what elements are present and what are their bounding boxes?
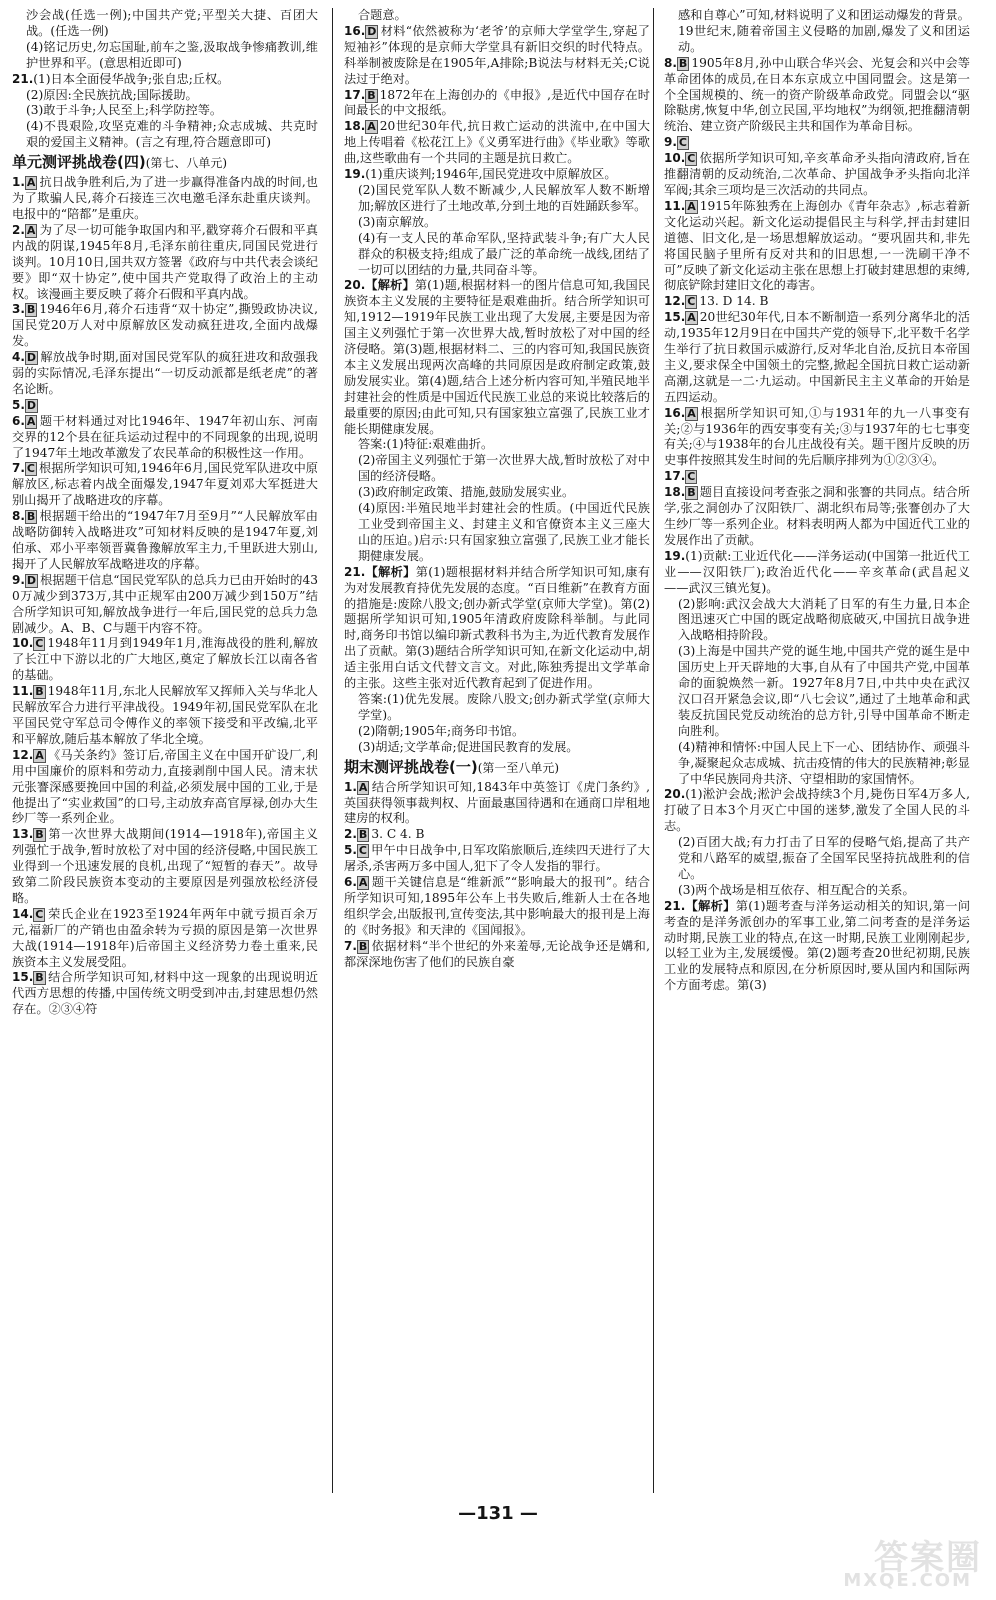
item-text: 答案:(1)特征:艰难曲折。 bbox=[358, 437, 494, 452]
answer-choice: B bbox=[35, 828, 44, 842]
question-number: 8. bbox=[12, 509, 25, 524]
section-range: (第一至八单元) bbox=[477, 760, 560, 775]
question-number: 15. bbox=[664, 310, 686, 325]
answer-paragraph bbox=[12, 8, 318, 40]
question-number: 3. bbox=[12, 302, 25, 317]
section-heading bbox=[12, 153, 318, 173]
question-item bbox=[664, 294, 970, 310]
item-text: (3)敢于斗争;人民至上;科学防控等。 bbox=[26, 103, 223, 118]
item-text: 1946年6月,蒋介石违背“双十协定”,撕毁政协决议,国民党20万人对中原解放区发动疯狂进攻,全面内战爆发。 bbox=[12, 302, 318, 349]
item-text: 第(1)题,根据材料一的图片信息可知,我国民族资本主义发展的主要特征是艰难曲折。结合所学知识可知,1912—1919年民族工业出现了大发展,主要是因为帝国主义列强忙于第一次世界大战,暂时放松了对中国的经济侵略。第(3)题,根据材料二、三的内容可知,我国民族资本主义发展出现两次高峰的共同原因是政府制定政策,鼓励发展实业。第(4)题,结合上述分析内容可知,半殖民地半封建社会的性质是中国近代民族工业总的来说比较落后的最重要的原因;由此可知,只有国家独立富强了,民族工业才能长期健康发展。 bbox=[344, 278, 651, 436]
answer-paragraph bbox=[664, 597, 970, 645]
answer-choice: D bbox=[26, 351, 37, 365]
item-text: 材料“依然被称为‘老爷’的京师大学堂学生,穿起了短袖衫”体现的是京师大学堂具有新旧交织的时代特点。科举制被废除是在1905年,A排除;B说法与材料无关;C说法过于绝对。 bbox=[344, 23, 650, 86]
answer-paragraph bbox=[344, 740, 650, 756]
question-number: 12. bbox=[12, 747, 34, 762]
item-text: 根据题干给出的“1947年7月至9月”“人民解放军由战略防御转入战略进攻”可知材料反映的是1947年夏,刘伯承、邓小平率领晋冀鲁豫解放军主力,千里跃进大别山,揭开了人民解放军战略进攻的序幕。 bbox=[12, 509, 318, 571]
answer-choice: A bbox=[26, 223, 36, 237]
answer-paragraph bbox=[344, 485, 650, 501]
question-number: 9. bbox=[664, 135, 677, 150]
answer-choice: B bbox=[26, 303, 36, 317]
question-number: 8. bbox=[664, 55, 677, 70]
question-number: 14. bbox=[12, 906, 34, 921]
item-text: (3)两个战场是相互依存、相互配合的关系。 bbox=[678, 882, 915, 897]
question-number: 7. bbox=[344, 938, 357, 953]
question-number: 7. bbox=[12, 461, 25, 476]
question-number: 10. bbox=[12, 636, 34, 651]
question-number: 6. bbox=[12, 413, 25, 428]
question-item bbox=[664, 485, 970, 549]
watermark-logo bbox=[822, 1530, 982, 1594]
analysis-tag: 【解析】 bbox=[365, 564, 416, 579]
item-text: 甲午中日战争中,日军攻陷旅顺后,连续四天进行了大屠杀,杀害两万多中国人,犯下了令人发指的罪行。 bbox=[344, 843, 650, 874]
question-item bbox=[664, 135, 970, 151]
question-item bbox=[12, 414, 318, 462]
question-number: 1. bbox=[344, 779, 357, 794]
item-text: 结合所学知识可知,1843年中英签订《虎门条约》,英国获得领事裁判权、片面最惠国待遇和在通商口岸租地建房的权利。 bbox=[344, 779, 650, 826]
answer-paragraph bbox=[664, 740, 970, 788]
answer-choice: C bbox=[687, 152, 696, 166]
answer-paragraph bbox=[664, 883, 970, 899]
question-number: 12. bbox=[664, 294, 686, 309]
answer-choice: D bbox=[367, 24, 377, 38]
item-text: (1)贡献:工业近代化——洋务运动(中国第一批近代工业——汉阳铁厂);政治近代化——辛亥革命(武昌起义——武汉三镇光复)。 bbox=[664, 548, 970, 595]
item-text: 《马关条约》签订后,帝国主义在中国开矿设厂,利用中国廉价的原料和劳动力,直接剥削中国人民。清末状元张謇深感要挽回中国的利益,必须发展中国的工业,于是他提出了“实业救国”的口号,主动放弃高官厚禄,创办大生纱厂等一系列企业。 bbox=[12, 747, 318, 826]
item-text: 第(1)题根据材料并结合所学知识可知,康有为对发展教育持优先发展的态度。“百日维新”在教育方面的措施是:废除八股文;创办新式学堂(京师大学堂)。第(2)题据所学知识可知,1905年清政府废除科举制。与此同时,商务印书馆以编印新式教科书为主,为近代教育发展作出了贡献。第(3)题结合所学知识可知,在新文化运动中,胡适主张用白话文代替文言文。对此,陈独秀提出文学革命的主张。这些主张对近代教育起到了促进作用。 bbox=[344, 564, 651, 691]
column-divider bbox=[332, 8, 333, 1493]
item-text: 1915年陈独秀在上海创办《青年杂志》,标志着新文化运动兴起。新文化运动提倡民主与科学,抨击封建旧道德、旧文化,是一场思想解放运动。“要巩固共和,非先将国民脑子里所有反对共和的旧思想,一一洗刷干净不可”反映了新文化运动主张在思想上打破封建思想的束缚,彻底铲除封建旧文化的毒害。 bbox=[664, 198, 970, 293]
question-number: 11. bbox=[12, 684, 34, 699]
item-text: (2)国民党军队人数不断减少,人民解放军人数不断增加;解放区进行了土地改革,分到土地的百姓踊跃参军。 bbox=[358, 182, 650, 213]
item-text: (4)精神和情怀:中国人民上下一心、团结协作、顽强斗争,凝聚起众志成城、抗击疫情的伟大的民族精神;彰显了中华民族同舟共济、守望相助的家国情怀。 bbox=[678, 739, 970, 786]
answer-choice: B bbox=[35, 685, 44, 699]
answer-paragraph bbox=[344, 215, 650, 231]
question-number: 2. bbox=[12, 222, 25, 237]
section-heading bbox=[344, 758, 650, 778]
question-number: 1. bbox=[12, 175, 25, 190]
question-item bbox=[344, 565, 650, 692]
column-left bbox=[12, 8, 318, 1018]
question-item bbox=[664, 151, 970, 199]
answer-paragraph bbox=[664, 8, 970, 56]
answer-paragraph bbox=[12, 88, 318, 104]
item-text: 1948年11月,东北人民解放军又挥师入关与华北人民解放军合力进行平津战役。1949年初,国民党军队在北平国民党守军总司令傅作义的率领下接受和平改编,北平和平解放,随后基本解放了华北全境。 bbox=[12, 684, 318, 746]
item-text: 根据所学知识可知,1946年6月,国民党军队进攻中原解放区,标志着内战全面爆发,1947年夏刘邓大军挺进大别山揭开了战略进攻的序幕。 bbox=[12, 461, 318, 508]
answer-paragraph bbox=[344, 453, 650, 485]
answer-choice: C bbox=[358, 844, 367, 858]
item-text: (2)百团大战;有力打击了日军的侵略气焰,提高了共产党和八路军的威望,振奋了全国军民坚持抗战胜利的信心。 bbox=[678, 835, 970, 881]
answer-choice: C bbox=[678, 136, 687, 150]
item-text: 题干材料通过对比1946年、1947年初山东、河南交界的12个县在征兵运动过程中的不同现象的出现,说明了1947年土地改革激发了农民革命的积极性这一作用。 bbox=[12, 413, 318, 460]
answer-paragraph bbox=[344, 501, 650, 565]
watermark-main: 答案圈 bbox=[874, 1538, 982, 1578]
item-text: 20世纪30年代,日本不断制造一系列分离华北的活动,1935年12月9日在中国共产党的领导下,北平数千名学生举行了抗日救国示威游行,反对华北自治,反抗日本帝国主义,要求保全中国领土的完整,掀起全国抗日救亡运动新高潮,这就是一二·九运动。中国新民主主义革命的开始是五四运动。 bbox=[664, 310, 970, 404]
question-item bbox=[344, 827, 650, 843]
item-text: 根据所学知识可知,①与1931年的九一八事变有关;②与1936年的西安事变有关;③与1937年的七七事变有关;④与1938年的台儿庄战役有关。题干图片反映的历史事件按照其发生时间的先后顺序排列为①②③④。 bbox=[664, 405, 970, 468]
item-text: (3)上海是中国共产党的诞生地,中国共产党的诞生是中国历史上开天辟地的大事,自从有了中国共产党,中国革命的面貌焕然一新。1927年8月7日,中共中央在武汉汉口召开紧急会议,即“八七会议”,通过了土地革命和武装反抗国民党反动统治的总方针,引导中国革命不断走向胜利。 bbox=[678, 644, 970, 738]
page-number: —131 — bbox=[458, 1503, 538, 1524]
answer-choice: A bbox=[687, 406, 696, 420]
item-text: (1)淞沪会战;淞沪会战持续3个月,毙伤日军4万多人,打破了日本3个月灭亡中国的迷梦,激发了全国人民的斗志。 bbox=[664, 787, 970, 834]
answer-choice: A bbox=[358, 876, 368, 890]
question-number: 19. bbox=[664, 548, 686, 563]
analysis-tag: 【解析】 bbox=[685, 898, 736, 913]
answer-choice: A bbox=[35, 748, 44, 762]
question-number: 16. bbox=[664, 405, 686, 420]
answer-paragraph bbox=[664, 644, 970, 739]
item-text: (4)有一支人民的革命军队,坚持武装斗争;有广大人民群众的积极支持;组成了最广泛的革命统一战线,团结了一切可以团结的力量,共同奋斗等。 bbox=[358, 230, 650, 277]
question-number: 21. bbox=[664, 898, 686, 913]
question-item bbox=[664, 549, 970, 597]
item-text: (3)胡适;文学革命;促进国民教育的发展。 bbox=[358, 739, 579, 754]
question-number: 13. bbox=[12, 827, 34, 842]
item-text: 依据材料“半个世纪的外来羞辱,无论战争还是媾和,都深深地伤害了他们的民族自豪 bbox=[344, 938, 650, 969]
question-item bbox=[12, 72, 318, 88]
item-text: (4)原因:半殖民地半封建社会的性质。(中国近代民族工业受到帝国主义、封建主义和官僚资本主义三座大山的压迫。)启示:只有国家独立富强了,民族工业才能长期健康发展。 bbox=[358, 501, 650, 563]
question-item bbox=[344, 278, 650, 437]
question-number: 19. bbox=[344, 167, 366, 182]
answer-choice: A bbox=[687, 311, 696, 325]
question-item bbox=[344, 875, 650, 939]
answer-choice: B bbox=[367, 88, 376, 102]
item-text: 1948年11月到1949年1月,淮海战役的胜利,解放了长江中下游以北的广大地区,奠定了解放长江以南各省的基础。 bbox=[12, 636, 318, 683]
answer-choice: C bbox=[26, 462, 35, 476]
analysis-tag: 【解析】 bbox=[365, 278, 415, 293]
answer-choice: D bbox=[26, 573, 37, 587]
item-text: (2)帝国主义列强忙于第一次世界大战,暂时放松了对中国的经济侵略。 bbox=[358, 453, 650, 484]
item-text: (4)不畏艰险,攻坚克难的斗争精神;众志成城、共克时艰的爱国主义精神。(言之有理,符合题意即可) bbox=[26, 119, 318, 150]
answer-choice: C bbox=[687, 470, 696, 484]
question-number: 18. bbox=[344, 119, 366, 134]
item-text: 荣氏企业在1923至1924年两年中就亏损百余万元,福新厂的产销也由盈余转为亏损的原因是第一次世界大战(1914—1918年)后帝国主义经济势力卷土重来,民族资本主义发展受阻。 bbox=[12, 906, 318, 969]
answer-paragraph bbox=[12, 119, 318, 151]
answer-choice: A bbox=[367, 120, 376, 134]
answer-choice: A bbox=[26, 414, 36, 428]
question-item bbox=[344, 939, 650, 971]
item-text: (4)铭记历史,勿忘国耻,前车之鉴,汲取战争惨痛教训,维护世界和平。(意思相近即可) bbox=[26, 39, 318, 70]
answer-paragraph bbox=[12, 40, 318, 72]
question-number: 18. bbox=[664, 485, 686, 500]
question-item bbox=[12, 223, 318, 303]
question-number: 16. bbox=[344, 23, 366, 38]
item-text: 题目直接设问考查张之洞和张謇的共同点。结合所学,张之洞创办了汉阳铁厂、湖北织布局等;张謇创办了大生纱厂等一系列企业。材料表明两人都为中国近代工业的发展作出了贡献。 bbox=[664, 485, 970, 547]
answer-paragraph bbox=[344, 8, 650, 24]
item-text: (2)影响:武汉会战大大消耗了日军的有生力量,日本企图迅速灭亡中国的既定战略彻底破灭,中国抗日战争进入战略相持阶段。 bbox=[678, 596, 970, 643]
section-range: (第七、八单元) bbox=[145, 156, 228, 171]
question-item bbox=[12, 907, 318, 971]
item-text: 根据题干信息“国民党军队的总兵力已由开始时的430万减少到373万,其中正规军由200万减少到150万”结合所学知识可知,解放战争进行一年后,国民党的总兵力急剧减少。A、B、C与题干内容不符。 bbox=[12, 572, 318, 635]
question-number: 9. bbox=[12, 572, 25, 587]
column-right bbox=[664, 8, 970, 994]
item-text: 抗日战争胜利后,为了进一步赢得准备内战的时间,也为了欺骗人民,蒋介石接连三次电邀毛泽东赴重庆谈判。电报中的“陪都”是重庆。 bbox=[12, 175, 318, 221]
question-item bbox=[344, 780, 650, 828]
item-text: 感和自尊心”可知,材料说明了义和团运动爆发的背景。19世纪末,随着帝国主义侵略的加剧,爆发了义和团运动。 bbox=[678, 8, 970, 54]
question-item bbox=[664, 199, 970, 294]
answer-choice: B bbox=[358, 939, 368, 953]
item-text: 1905年8月,孙中山联合华兴会、光复会和兴中会等革命团体的成员,在日本东京成立中国同盟会。这是第一个全国规模的、统一的资产阶级革命政党。同盟会以“驱除鞑虏,恢复中华,创立民国,平均地权”为纲领,把推翻清朝统治、建立资产阶级民主共和国作为革命目标。 bbox=[664, 55, 970, 134]
item-text: 沙会战(任选一例);中国共产党;平型关大捷、百团大战。(任选一例) bbox=[26, 8, 318, 38]
question-number: 4. bbox=[12, 350, 25, 365]
column-divider bbox=[653, 8, 654, 1493]
question-item bbox=[664, 310, 970, 405]
watermark-sub: MXQE.COM bbox=[843, 1570, 972, 1591]
question-number: 21. bbox=[12, 71, 34, 86]
question-item bbox=[12, 827, 318, 907]
question-number: 15. bbox=[12, 970, 34, 985]
question-item bbox=[12, 636, 318, 684]
question-number: 17. bbox=[664, 469, 686, 484]
section-title: 期末测评挑战卷(一) bbox=[344, 757, 478, 776]
question-number: 20. bbox=[664, 787, 686, 802]
item-text: 为了尽一切可能争取国内和平,戳穿蒋介石假和平真内战的阴谋,1945年8月,毛泽东前往重庆,同国民党进行谈判。10月10日,国共双方签署《政府与中共代表会谈纪要》即“双十协定”,使中国共产党取得了政治上的主动权。该漫画主要反映了蒋介石假和平真内战。 bbox=[12, 222, 318, 301]
item-text: (3)政府制定政策、措施,鼓励发展实业。 bbox=[358, 485, 575, 500]
answer-paragraph bbox=[344, 231, 650, 279]
item-text: 合题意。 bbox=[358, 8, 407, 22]
question-number: 5. bbox=[344, 843, 357, 858]
column-middle bbox=[344, 8, 650, 970]
item-text: 3. C 4. B bbox=[371, 827, 425, 842]
item-text: 第一次世界大战期间(1914—1918年),帝国主义列强忙于战争,暂时放松了对中国的经济侵略,中国民族工业得到一个迅速发展的良机,出现了“短暂的春天”。故导致第二阶段民族资本变动的主要原因是列强放松经济侵略。 bbox=[12, 827, 318, 905]
question-number: 17. bbox=[344, 87, 366, 102]
item-text: (1)日本全面侵华战争;张自忠;丘权。 bbox=[33, 71, 230, 86]
answer-choice: D bbox=[26, 398, 37, 412]
item-text: 1872年在上海创办的《申报》,是近代中国存在时间最长的中文报纸。 bbox=[344, 87, 650, 118]
answer-paragraph bbox=[664, 835, 970, 883]
question-item bbox=[12, 573, 318, 637]
question-item bbox=[664, 406, 970, 470]
answer-choice: A bbox=[687, 199, 696, 213]
item-text: 20世纪30年代,抗日救亡运动的洪流中,在中国大地上传唱着《松花江上》《义勇军进行曲》《毕业歌》等歌曲,这些歌曲有一个共同的主题是抗日救亡。 bbox=[344, 119, 650, 166]
section-title: 单元测评挑战卷(四) bbox=[12, 153, 146, 172]
item-text: 第(1)题考查与洋务运动相关的知识,第一问考查的是洋务派创办的军事工业,第二问考查的是洋务运动时期,民族工业的特点,在这一时期,民族工业刚刚起步,以轻工业为主,发展缓慢。第(2)题考查20世纪初期,民族工业的发展特点和原因,在分析原因时,要从国内和国际两个方面考虑。第(3) bbox=[664, 898, 971, 993]
question-item bbox=[344, 24, 650, 88]
question-number: 20. bbox=[344, 278, 366, 293]
question-number: 6. bbox=[344, 875, 357, 890]
question-item bbox=[664, 56, 970, 136]
item-text: 解放战争时期,面对国民党军队的疯狂进攻和敌强我弱的实际情况,毛泽东提出“一切反动派都是纸老虎”的著名论断。 bbox=[12, 350, 318, 396]
question-item bbox=[12, 509, 318, 573]
answer-choice: A bbox=[358, 780, 368, 794]
question-item bbox=[12, 302, 318, 350]
question-item bbox=[12, 461, 318, 509]
item-text: 题干关键信息是“维新派”“影响最大的报刊”。结合所学知识可知,1895年公车上书失败后,维新人士在各地组织学会,出版报刊,宣传变法,其中影响最大的报刊是上海的《时务报》和天津的《国闻报》。 bbox=[344, 875, 650, 937]
item-text: (2)隋朝;1905年;商务印书馆。 bbox=[358, 723, 525, 738]
answer-choice: B bbox=[678, 56, 688, 70]
answer-choice: C bbox=[35, 907, 44, 921]
answer-choice: B bbox=[687, 486, 696, 500]
question-number: 10. bbox=[664, 151, 686, 166]
question-item bbox=[12, 398, 318, 414]
item-text: 依据所学知识可知,辛亥革命矛头指向清政府,旨在推翻清朝的反动统治,二次革命、护国战争矛头指向北洋军阀;其余三项均是三次活动的共同点。 bbox=[664, 151, 970, 197]
answer-paragraph bbox=[344, 724, 650, 740]
question-number: 5. bbox=[12, 397, 25, 412]
answer-choice: A bbox=[26, 176, 36, 190]
answer-choice: B bbox=[26, 510, 36, 524]
question-item bbox=[344, 119, 650, 167]
question-item bbox=[344, 167, 650, 183]
question-item bbox=[12, 350, 318, 398]
question-item bbox=[12, 175, 318, 223]
question-item bbox=[12, 748, 318, 828]
answer-paragraph bbox=[12, 103, 318, 119]
question-number: 21. bbox=[344, 564, 366, 579]
answer-paragraph bbox=[344, 183, 650, 215]
item-text: (1)重庆谈判;1946年,国民党进攻中原解放区。 bbox=[365, 167, 617, 182]
item-text: 结合所学知识可知,材料中这一现象的出现说明近代西方思想的传播,中国传统文明受到冲击,封建思想仍然存在。②③④符 bbox=[12, 970, 318, 1017]
item-text: 答案:(1)优先发展。废除八股文;创办新式学堂(京师大学堂)。 bbox=[358, 691, 650, 722]
answer-paragraph bbox=[344, 437, 650, 453]
question-item bbox=[12, 970, 318, 1018]
question-item bbox=[344, 843, 650, 875]
question-number: 11. bbox=[664, 198, 686, 213]
answer-choice: B bbox=[35, 971, 44, 985]
answer-choice: B bbox=[358, 828, 368, 842]
question-item bbox=[664, 469, 970, 485]
answer-choice: C bbox=[687, 295, 696, 309]
answer-paragraph bbox=[344, 692, 650, 724]
answer-choice: C bbox=[35, 637, 44, 651]
item-text: (2)原因:全民族抗战;国际援助。 bbox=[26, 87, 198, 102]
question-item bbox=[664, 787, 970, 835]
question-item bbox=[344, 88, 650, 120]
item-text: 13. D 14. B bbox=[699, 294, 769, 309]
question-item bbox=[12, 684, 318, 748]
question-item bbox=[664, 899, 970, 994]
question-number: 2. bbox=[344, 827, 357, 842]
item-text: (3)南京解放。 bbox=[358, 214, 437, 229]
